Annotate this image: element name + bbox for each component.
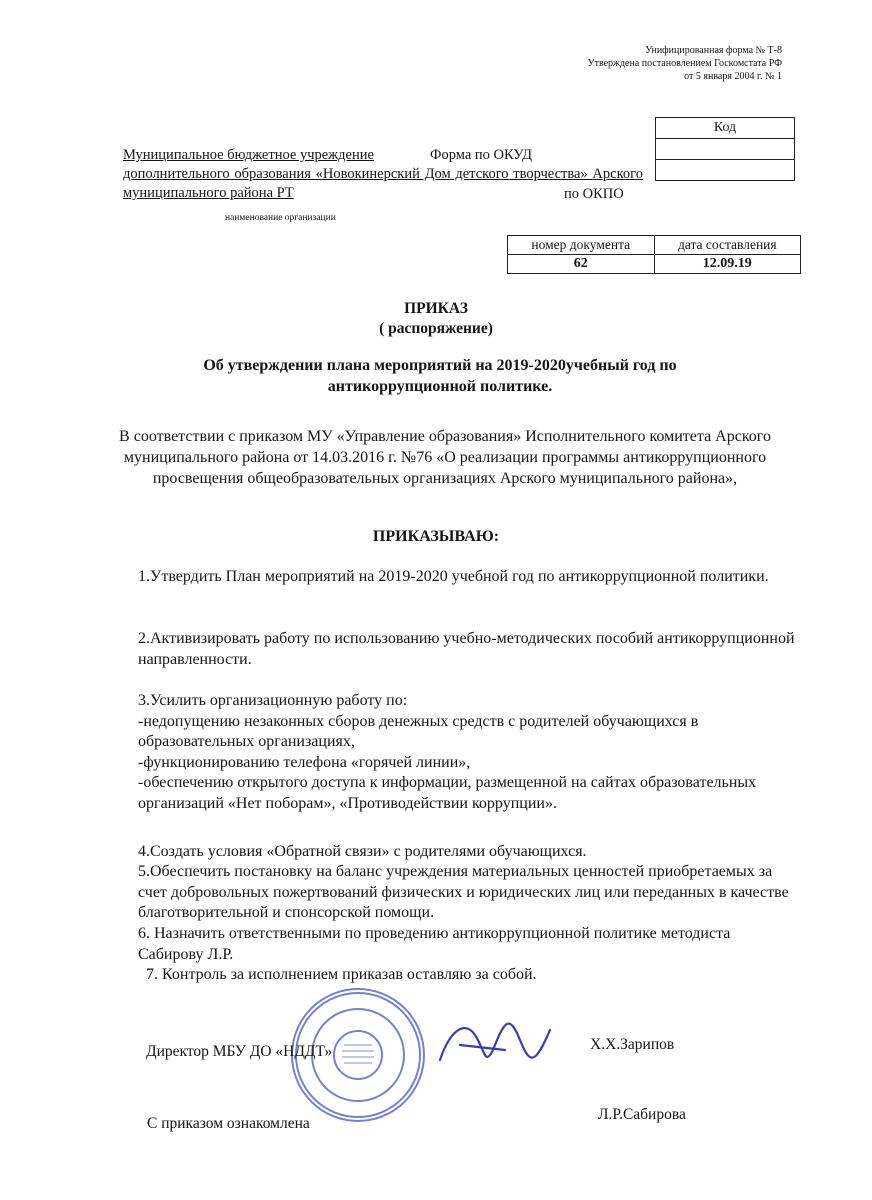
director-name: Х.Х.Зарипов [590,1036,675,1053]
form-header-line2: Утверждена постановлением Госкомстата РФ [587,58,782,69]
order-item-1: 1.Утвердить План мероприятий на 2019-2020 учебной год по антикоррупционной политики. [138,568,769,585]
order-subject-line1: Об утверждении плана мероприятий на 2019-2020учебный год по [203,357,677,374]
document-number-table [507,235,801,274]
organization-caption: наименование организации [225,213,336,223]
code-table [655,117,795,181]
order-title: ПРИКАЗ [404,300,468,317]
order-item-7: 7. Контроль за исполнением приказав оставляю за собой. [146,966,537,983]
order-subject [120,355,760,397]
okpo-label: по ОКПО [564,186,624,202]
order-item-4: 4.Создать условия «Обратной связи» с родителями обучающихся. [138,843,587,860]
director-label: Директор МБУ ДО «НДДТ» [146,1043,333,1060]
okud-code-cell [656,139,795,160]
doc-date-value: 12.09.19 [654,255,800,274]
order-preamble: В соответствии с приказом МУ «Управление образования» Исполнительного комитета Арского муниципального района от 14.03.2016 г. №76 «О реализации программы антикоррупционного просвещения общеобразовательных организациях Арского муниципального района», [119,428,771,487]
form-header-line1: Унифицированная форма № Т-8 [645,45,782,56]
form-header-line3: от 5 января 2004 г. № 1 [684,71,782,82]
doc-number-header: номер документа [508,236,655,255]
order-item-6: 6. Назначить ответственными по проведению антикоррупционной политике методиста Сабирову Л.Р. [138,925,731,963]
order-item-3-b: -функционированию телефона «горячей линии», [138,753,471,771]
acknowledgement-name: Л.Р.Сабирова [598,1106,686,1123]
order-item-5: 5.Обеспечить постановку на баланс учреждения материальных ценностей приобретаемых за счет добровольных пожертвований физических и юридических лиц или переданных в качестве благотворительной и спонсорской помощи. [138,863,789,921]
form-header [588,44,783,83]
order-subtitle: ( распоряжение) [379,320,493,337]
organization-name-part2: дополнительного образования «Новокинерский Дом детского творчества» Арского муниципального района РТ [123,166,643,201]
organization-name-part1: Муниципальное бюджетное учреждение [123,147,374,163]
okpo-code-cell [656,160,795,181]
director-signature [430,1010,560,1080]
acknowledgement-label: С приказом ознакомлена [147,1115,310,1132]
order-item-3-c: -обеспечению открытого доступа к информации, размещенной на сайтах образовательных организаций «Нет поборам», «Противодействии коррупции». [138,774,757,812]
order-item-3-a: -недопущению незаконных сборов денежных средств с родителей обучающихся в образовательных организациях, [138,712,699,750]
order-subject-line2: антикоррупционной политике. [327,378,553,395]
order-item-3 [138,691,798,814]
order-item-3-intro: 3.Усилить организационную работу по: [138,692,408,709]
order-command: ПРИКАЗЫВАЮ: [372,528,500,545]
doc-date-header: дата составления [654,236,800,255]
order-item-2: 2.Активизировать работу по использованию учебно-методических пособий антикоррупционной направленности. [138,630,795,668]
doc-number-value: 62 [508,255,655,274]
okud-label: Форма по ОКУД [430,147,533,163]
code-header: Код [656,118,795,139]
